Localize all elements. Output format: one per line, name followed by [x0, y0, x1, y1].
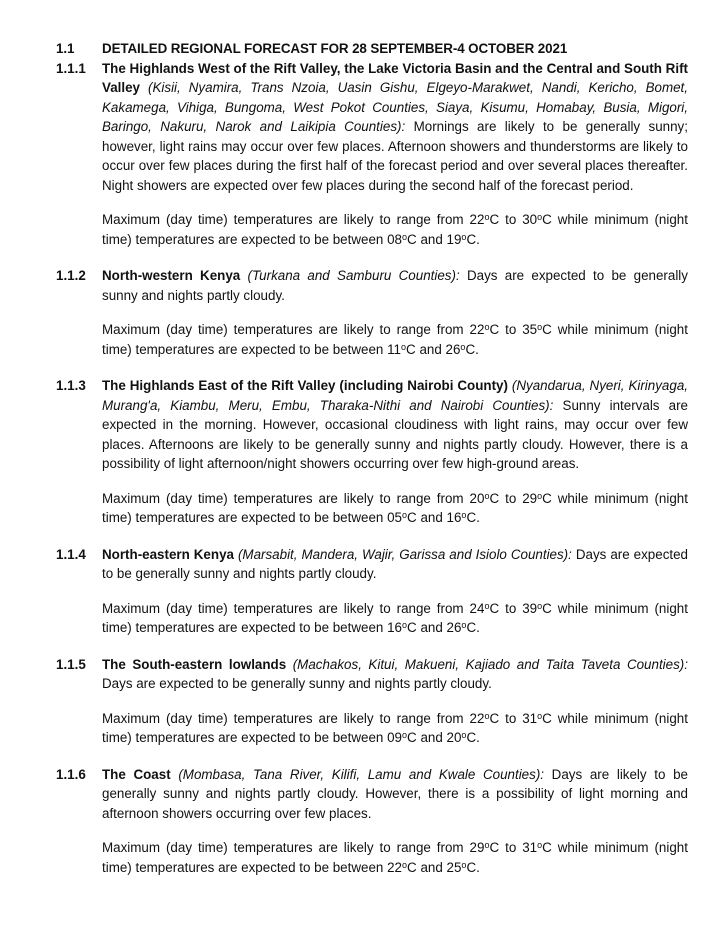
- celsius-unit: C: [466, 231, 477, 247]
- max-temp-low: 22: [469, 212, 485, 227]
- region-forecast-text: Mornings are likely to be generally sunny; however, light rains may occur over few places. Afternoon showers and thunderstorms are likely to occur over few places during the first half of the forecast period and over several places thereafter. Night showers are expected over few places during the second half of the forecast period.: [102, 119, 688, 193]
- region-title: The South-eastern lowlands: [102, 656, 287, 672]
- range-word: to: [505, 212, 517, 227]
- max-temp-high: 30: [522, 212, 538, 227]
- heading-title: DETAILED REGIONAL FORECAST FOR 28 SEPTEMBER-4 OCTOBER 2021: [102, 41, 568, 56]
- region-forecast-text: Sunny intervals are expected in the morning. However, occasional cloudiness with light rains, may occur over few places. Afternoons are likely to be generally sunny and nights partly cloudy. However, there is a possibility of light afternoon/night showers occurring over few high-ground areas.: [102, 397, 688, 471]
- degree-sign: o: [484, 490, 490, 501]
- region-title: The Highlands East of the Rift Valley (including Nairobi County): [102, 378, 508, 393]
- region-section: [56, 655, 688, 694]
- region-description: [102, 655, 688, 694]
- region-section: [56, 376, 688, 474]
- degree-sign: o: [461, 620, 467, 630]
- degree-sign: o: [460, 341, 466, 352]
- min-temp-high: 26: [445, 341, 461, 357]
- temp-middle-text: while minimum (night time) temperatures are expected to be between: [102, 600, 688, 635]
- degree-sign: o: [537, 490, 543, 501]
- heading-number: 1.1: [56, 41, 75, 56]
- celsius-unit: C: [466, 510, 477, 525]
- range-word: to: [505, 840, 517, 855]
- region-section: [56, 765, 688, 824]
- celsius-unit: C: [465, 341, 476, 357]
- temp-prefix: Maximum (day time) temperatures are likely to range from: [102, 600, 464, 616]
- region-forecast-text: Days are expected to be generally sunny and nights partly cloudy.: [102, 546, 689, 581]
- min-temp-high: 25: [446, 859, 462, 875]
- celsius-unit: C: [542, 322, 552, 337]
- section-heading: [56, 39, 688, 59]
- degree-sign: o: [537, 710, 543, 721]
- min-temp-high: 20: [446, 730, 462, 745]
- degree-sign: o: [537, 212, 543, 222]
- degree-sign: o: [402, 730, 408, 740]
- and-word: and: [420, 730, 443, 745]
- max-temp-high: 31: [522, 840, 538, 855]
- and-word: and: [419, 341, 442, 357]
- celsius-unit: C: [489, 490, 500, 506]
- min-temp-high: 26: [446, 620, 462, 635]
- region-forecast-text: Days are expected to be generally sunny and nights partly cloudy.: [102, 268, 688, 303]
- region-description: [102, 545, 688, 584]
- degree-sign: o: [402, 620, 408, 630]
- range-word: to: [505, 490, 517, 506]
- degree-sign: o: [484, 840, 490, 850]
- celsius-unit: C: [466, 859, 477, 875]
- temp-prefix: Maximum (day time) temperatures are likely to range from: [102, 212, 464, 227]
- max-temp-low: 22: [469, 710, 485, 726]
- region-title: North-western Kenya: [102, 268, 241, 283]
- celsius-unit: C: [489, 322, 500, 337]
- max-temp-low: 24: [469, 600, 485, 616]
- region-number: 1.1.4: [56, 546, 86, 562]
- min-temp-low: 05: [387, 510, 403, 525]
- celsius-unit: C: [407, 730, 417, 745]
- max-temp-low: 22: [469, 322, 485, 337]
- region-number: 1.1.6: [56, 766, 86, 782]
- region-description: [102, 59, 688, 196]
- max-temp-high: 29: [522, 490, 538, 506]
- region-number: 1.1.5: [56, 656, 86, 672]
- degree-sign: o: [537, 600, 543, 611]
- temp-prefix: Maximum (day time) temperatures are likely to range from: [102, 490, 464, 506]
- degree-sign: o: [484, 322, 490, 332]
- degree-sign: o: [484, 212, 490, 222]
- celsius-unit: C: [489, 840, 500, 855]
- min-temp-low: 09: [387, 730, 403, 745]
- min-temp-low: 11: [387, 341, 402, 357]
- region-number: 1.1.1: [56, 60, 86, 76]
- degree-sign: o: [402, 510, 408, 520]
- celsius-unit: C: [542, 600, 552, 616]
- temperature-statement: Maximum (day time) temperatures are likely to range from 20$^o$C to 29$^o$C while minimum (night time) temperatures are expected to be between 05$^o$C and 16$^o$C.: [102, 490, 688, 525]
- region-title: North-eastern Kenya: [102, 546, 234, 562]
- degree-sign: o: [402, 231, 408, 242]
- max-temp-low: 29: [469, 840, 485, 855]
- celsius-unit: C: [407, 510, 417, 525]
- region-counties: (Marsabit, Mandera, Wajir, Garissa and Isiolo Counties):: [237, 546, 572, 562]
- degree-sign: o: [484, 600, 490, 611]
- celsius-unit: C: [489, 212, 500, 227]
- region-forecast-text: Days are expected to be generally sunny and nights partly cloudy.: [102, 676, 492, 691]
- min-temp-low: 08: [387, 231, 403, 247]
- celsius-unit: C: [489, 600, 500, 616]
- temperature-statement: Maximum (day time) temperatures are likely to range from 22$^o$C to 30$^o$C while minimum (night time) temperatures are expected to be between 08$^o$C and 19$^o$C.: [102, 212, 688, 247]
- temp-prefix: Maximum (day time) temperatures are likely to range from: [102, 840, 464, 855]
- region-section: [56, 545, 688, 584]
- celsius-unit: C: [489, 710, 500, 726]
- region-title: The Highlands West of the Rift Valley, the Lake Victoria Basin and the Central and South Rift Valley: [102, 60, 688, 95]
- degree-sign: o: [461, 231, 467, 242]
- celsius-unit: C: [406, 341, 416, 357]
- min-temp-high: 16: [446, 510, 462, 525]
- degree-sign: o: [484, 710, 490, 721]
- temp-middle-text: while minimum (night time) temperatures are expected to be between: [102, 710, 688, 745]
- degree-sign: o: [461, 730, 467, 740]
- range-word: to: [505, 322, 517, 337]
- temperature-statement: Maximum (day time) temperatures are likely to range from 29$^o$C to 31$^o$C while minimum (night time) temperatures are expected to be between 22$^o$C and 25$^o$C.: [102, 840, 688, 875]
- max-temp-low: 20: [469, 490, 485, 506]
- max-temp-high: 35: [522, 322, 538, 337]
- region-counties: (Machakos, Kitui, Makueni, Kajiado and Taita Taveta Counties):: [292, 656, 688, 672]
- region-title: The Coast: [102, 766, 171, 782]
- region-counties: (Turkana and Samburu Counties):: [247, 268, 460, 283]
- min-temp-high: 19: [446, 231, 462, 247]
- region-description: [102, 266, 688, 305]
- region-section: [56, 59, 688, 196]
- and-word: and: [420, 510, 443, 525]
- celsius-unit: C: [542, 840, 552, 855]
- region-counties: (Kisii, Nyamira, Trans Nzoia, Uasin Gishu, Elgeyo-Marakwet, Nandi, Kericho, Bomet, Kakamega, Vihiga, Bungoma, West Pokot Counties, Siaya, Kisumu, Homabay, Busia, Migori, Baringo, Nakuru, Narok and Laikipia Counties):: [102, 80, 688, 134]
- region-counties: (Mombasa, Tana River, Kilifi, Lamu and Kwale Counties):: [178, 766, 545, 782]
- and-word: and: [420, 620, 443, 635]
- range-word: to: [505, 600, 517, 616]
- degree-sign: o: [402, 859, 408, 870]
- max-temp-high: 39: [522, 600, 538, 616]
- region-number: 1.1.2: [56, 268, 86, 283]
- temperature-statement: Maximum (day time) temperatures are likely to range from 22$^o$C to 35$^o$C while minimum (night time) temperatures are expected to be between 11$^o$C and 26$^o$C.: [102, 322, 688, 357]
- region-description: [102, 765, 688, 824]
- temp-prefix: Maximum (day time) temperatures are likely to range from: [102, 322, 464, 337]
- range-word: to: [505, 710, 517, 726]
- celsius-unit: C: [542, 490, 552, 506]
- region-section: [56, 266, 688, 305]
- temperature-statement: Maximum (day time) temperatures are likely to range from 24$^o$C to 39$^o$C while minimum (night time) temperatures are expected to be between 16$^o$C and 26$^o$C.: [102, 600, 688, 635]
- degree-sign: o: [537, 322, 543, 332]
- celsius-unit: C: [542, 710, 552, 726]
- and-word: and: [420, 859, 443, 875]
- temp-middle-text: while minimum (night time) temperatures are expected to be between: [102, 322, 688, 357]
- degree-sign: o: [401, 341, 407, 352]
- celsius-unit: C: [542, 212, 552, 227]
- degree-sign: o: [461, 859, 467, 870]
- region-counties: (Nyandarua, Nyeri, Kirinyaga, Murang'a, Kiambu, Meru, Embu, Tharaka-Nithi and Nairobi Counties):: [102, 378, 688, 413]
- max-temp-high: 31: [522, 710, 538, 726]
- celsius-unit: C: [466, 620, 477, 635]
- temp-middle-text: while minimum (night time) temperatures are expected to be between: [102, 490, 688, 525]
- region-description: [102, 376, 688, 474]
- celsius-unit: C: [407, 859, 417, 875]
- celsius-unit: C: [407, 231, 417, 247]
- and-word: and: [420, 231, 443, 247]
- degree-sign: o: [537, 840, 543, 850]
- temp-middle-text: while minimum (night time) temperatures are expected to be between: [102, 840, 688, 875]
- temp-prefix: Maximum (day time) temperatures are likely to range from: [102, 710, 464, 726]
- degree-sign: o: [461, 510, 467, 520]
- region-number: 1.1.3: [56, 378, 86, 393]
- temp-middle-text: while minimum (night time) temperatures are expected to be between: [102, 212, 688, 247]
- min-temp-low: 16: [387, 620, 403, 635]
- region-forecast-text: Days are likely to be generally sunny and nights partly cloudy. However, there is a possibility of light morning and afternoon showers occurring over few places.: [102, 766, 688, 821]
- temperature-statement: Maximum (day time) temperatures are likely to range from 22$^o$C to 31$^o$C while minimum (night time) temperatures are expected to be between 09$^o$C and 20$^o$C.: [102, 710, 688, 745]
- celsius-unit: C: [407, 620, 417, 635]
- min-temp-low: 22: [387, 859, 403, 875]
- celsius-unit: C: [466, 730, 477, 745]
